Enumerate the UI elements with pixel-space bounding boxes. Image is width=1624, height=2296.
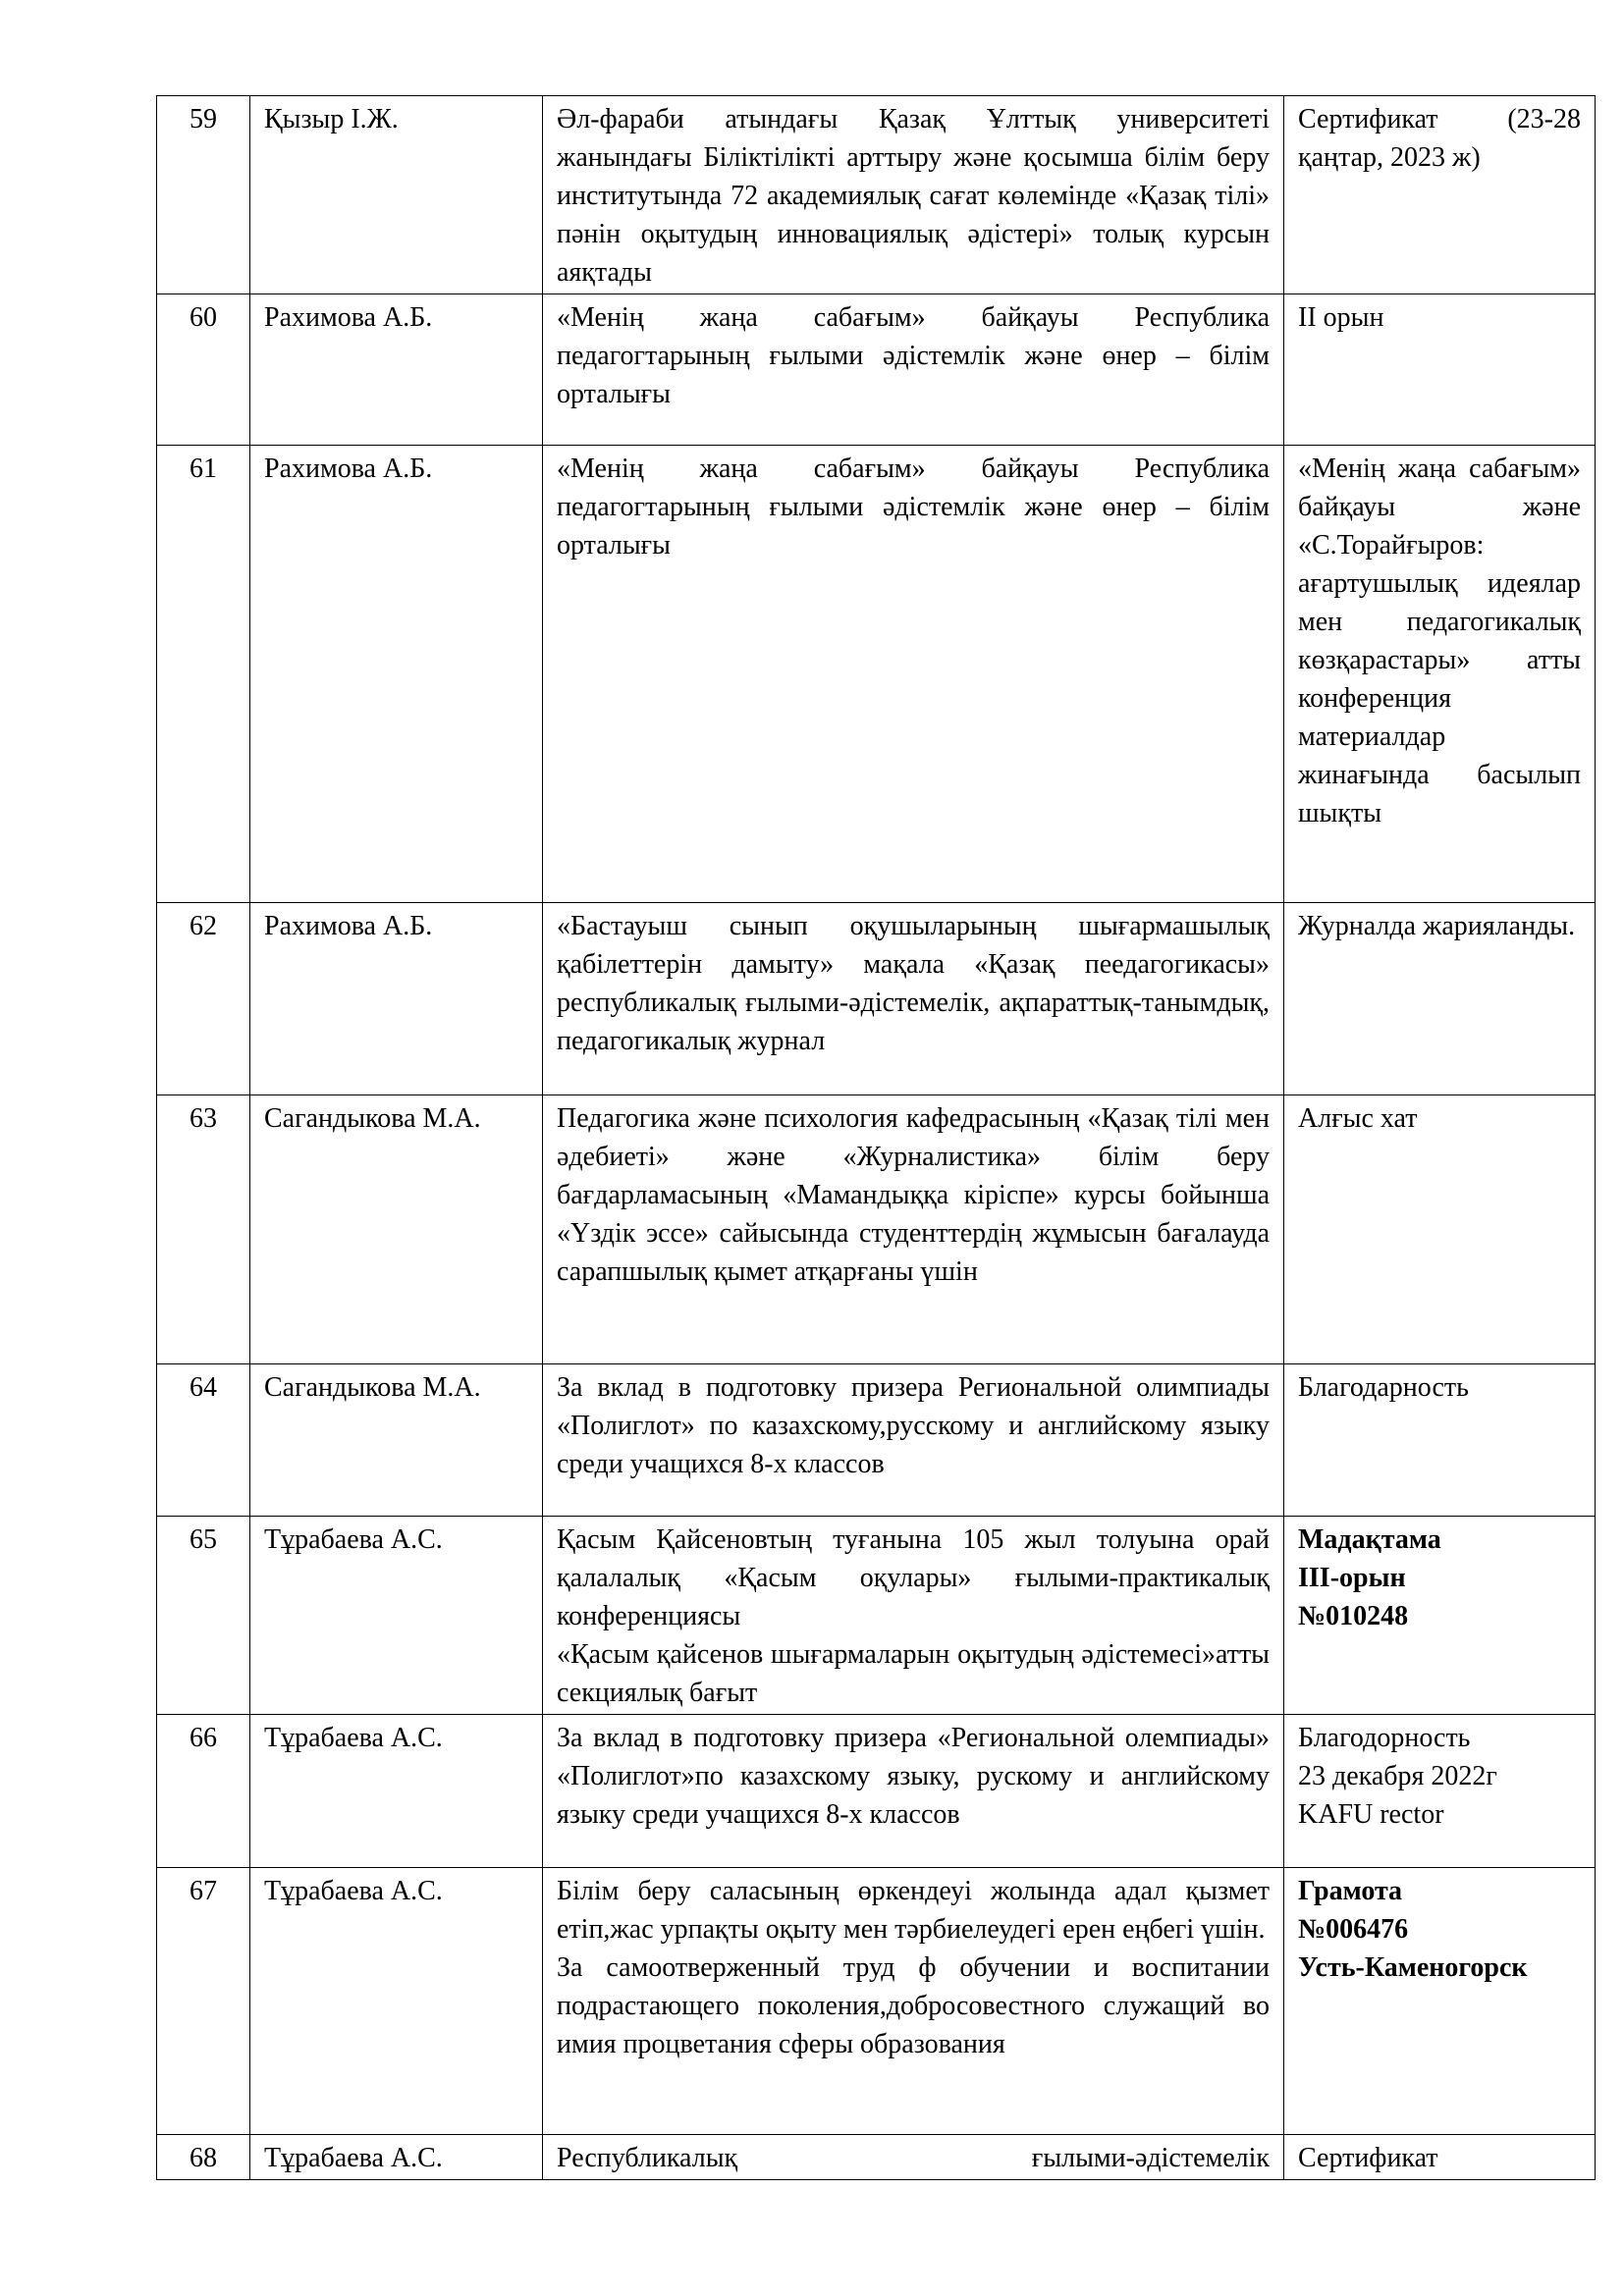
description-text: Педагогика және психология кафедрасының «Қазақ тілі мен әдебиеті» және «Журналистика» білім беру бағдарламасының «Мамандыққа кіріспе» курсы бойынша «Үздік эссе» сайысында студенттердің жұмысын бағалауда сарапшылық қымет атқарғаны үшін	[557, 1103, 1270, 1287]
activity-description	[543, 294, 1284, 446]
description-text: Білім беру саласының өркендеуі жолында адал қызмет етіп,жас урпақты оқыту мен тәрбиелеудегі ерен еңбегі үшін.	[557, 1876, 1270, 1945]
result-cell	[1284, 1095, 1596, 1364]
table-row	[157, 1095, 1596, 1364]
row-number: 66	[157, 1715, 250, 1868]
result-text: Журналда жарияланды.	[1298, 911, 1576, 941]
result-cell	[1284, 903, 1596, 1095]
result-cell	[1284, 1868, 1596, 2135]
person-name: Тұрабаева А.С.	[250, 1517, 543, 1715]
description-text: За вклад в подготовку призера Региональной олимпиады «Полиглот» по казахскому,русскому и английскому языку среди учащихся 8-х классов	[557, 1372, 1270, 1479]
row-number: 67	[157, 1868, 250, 2135]
result-cell	[1284, 446, 1596, 903]
description-text: «Бастауыш сынып оқушыларының шығармашылық қабілеттерін дамыту» мақала «Қазақ пеедагогикасы» республикалық ғылыми-әдістемелік, ақпараттық-танымдық, педагогикалық журнал	[557, 911, 1270, 1056]
result-issuer: KAFU rector	[1298, 1799, 1444, 1830]
person-name: Қызыр І.Ж.	[250, 96, 543, 294]
activity-description	[543, 1095, 1284, 1364]
result-text: Благодорность	[1298, 1723, 1471, 1753]
description-text: За вклад в подготовку призера «Региональной олемпиады» «Полиглот»по казахскому языку, рускому и английскому языку среди учащихся 8-х классов	[557, 1723, 1270, 1830]
table-row	[157, 446, 1596, 903]
table-row	[157, 903, 1596, 1095]
activity-description	[543, 1364, 1284, 1517]
achievements-table	[156, 95, 1596, 2180]
result-cell	[1284, 1517, 1596, 1715]
row-number: 61	[157, 446, 250, 903]
description-text: «Қасым қайсенов шығармаларын оқытудың әдістемесі»атты секциялық бағыт	[557, 1639, 1270, 1708]
result-text: ІІ орын	[1298, 302, 1384, 333]
result-cell	[1284, 96, 1596, 294]
table-row	[157, 2135, 1596, 2180]
table-row	[157, 96, 1596, 294]
table-row	[157, 1517, 1596, 1715]
row-number: 60	[157, 294, 250, 446]
description-text: Қасым Қайсеновтың туғанына 105 жыл толуына орай қалалалық «Қасым оқулары» ғылыми-практикалық конференциясы	[557, 1524, 1270, 1631]
row-number: 63	[157, 1095, 250, 1364]
description-text: Республикалық ғылыми-әдістемелік	[557, 2143, 1270, 2173]
row-number: 62	[157, 903, 250, 1095]
activity-description	[543, 96, 1284, 294]
row-number: 65	[157, 1517, 250, 1715]
row-number: 59	[157, 96, 250, 294]
person-name: Рахимова А.Б.	[250, 294, 543, 446]
activity-description	[543, 2135, 1284, 2180]
person-name: Тұрабаева А.С.	[250, 1868, 543, 2135]
result-text: Сертификат	[1298, 2143, 1438, 2173]
activity-description	[543, 1715, 1284, 1868]
result-text: Алғыс хат	[1298, 1103, 1418, 1134]
table-row	[157, 1868, 1596, 2135]
activity-description	[543, 1517, 1284, 1715]
description-text: «Менің жаңа сабағым» байқауы Республика педагогтарының ғылыми әдістемлік және өнер – білім орталығы	[557, 302, 1270, 409]
activity-description	[543, 446, 1284, 903]
activity-description	[543, 903, 1284, 1095]
description-text: За самоотверженный труд ф обучении и воспитании подрастающего поколения,добросовестного служащий во имия процветания сферы образования	[557, 1952, 1270, 2059]
table-row	[157, 1364, 1596, 1517]
award-number: №006476	[1298, 1914, 1409, 1945]
table-row	[157, 1715, 1596, 1868]
result-cell	[1284, 1715, 1596, 1868]
result-cell	[1284, 2135, 1596, 2180]
result-cell	[1284, 294, 1596, 446]
result-cell	[1284, 1364, 1596, 1517]
row-number: 64	[157, 1364, 250, 1517]
result-text: Сертификат (23-28 қаңтар, 2023 ж)	[1298, 104, 1581, 173]
award-place: ІІІ-орын	[1298, 1563, 1406, 1593]
result-date: 23 декабря 2022г	[1298, 1761, 1497, 1791]
table-row	[157, 294, 1596, 446]
result-text: Благодарность	[1298, 1372, 1469, 1403]
person-name: Сагандыкова М.А.	[250, 1364, 543, 1517]
description-text: Әл-фараби атындағы Қазақ Ұлттық университеті жанындағы Біліктілікті арттыру және қосымша білім беру институтында 72 академиялық сағат көлемінде «Қазақ тілі» пәнін оқытудың инновациялық әдістері» толық курсын аяқтады	[557, 104, 1270, 288]
person-name: Рахимова А.Б.	[250, 903, 543, 1095]
person-name: Сагандыкова М.А.	[250, 1095, 543, 1364]
row-number: 68	[157, 2135, 250, 2180]
award-number: №010248	[1298, 1601, 1409, 1631]
award-type: Грамота	[1298, 1876, 1403, 1906]
person-name: Тұрабаева А.С.	[250, 1715, 543, 1868]
result-text: «Менің жаңа сабағым» байқауы және «С.Торайғыров: ағартушылық идеялар мен педагогикалық көзқарастары» атты конференция материалдар жинағында басылып шықты	[1298, 454, 1581, 828]
award-type: Мадақтама	[1298, 1524, 1441, 1555]
person-name: Рахимова А.Б.	[250, 446, 543, 903]
person-name: Тұрабаева А.С.	[250, 2135, 543, 2180]
description-text: «Менің жаңа сабағым» байқауы Республика педагогтарының ғылыми әдістемлік және өнер – білім орталығы	[557, 454, 1270, 561]
award-city: Усть-Каменогорск	[1298, 1952, 1528, 1983]
activity-description	[543, 1868, 1284, 2135]
